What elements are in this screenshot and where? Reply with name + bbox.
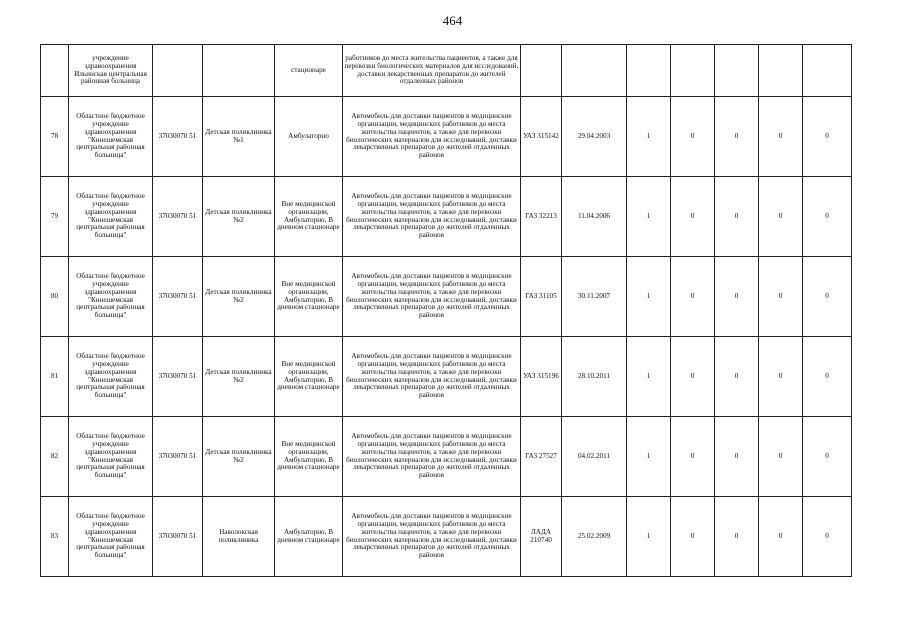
count-cell: 0 bbox=[671, 497, 715, 577]
count-cell: 0 bbox=[671, 177, 715, 257]
date-cell: 29.04.2003 bbox=[562, 97, 627, 177]
usage-cell: Амбулаторно bbox=[275, 97, 343, 177]
department-cell: Детская поликлиника №2 bbox=[203, 177, 275, 257]
code-cell: 37030070 51 bbox=[153, 337, 203, 417]
table-row bbox=[41, 417, 852, 497]
model-cell bbox=[521, 45, 562, 97]
date-cell: 04.02.2011 bbox=[562, 417, 627, 497]
count-cell bbox=[671, 45, 715, 97]
organization-cell: Областное бюджетное учреждение здравоохранения "Кинешемская центральная районная больница" bbox=[69, 337, 153, 417]
count-cell: 0 bbox=[715, 337, 759, 417]
count-cell: 0 bbox=[803, 177, 852, 257]
date-cell bbox=[562, 45, 627, 97]
model-cell: УАЗ 315142 bbox=[521, 97, 562, 177]
count-cell: 0 bbox=[803, 97, 852, 177]
row-number-cell: 79 bbox=[41, 177, 69, 257]
date-cell: 11.04.2006 bbox=[562, 177, 627, 257]
count-cell bbox=[715, 45, 759, 97]
count-cell: 0 bbox=[803, 257, 852, 337]
table-body bbox=[41, 45, 852, 577]
organization-cell: Областное бюджетное учреждение здравоохранения "Кинешемская центральная районная больница" bbox=[69, 177, 153, 257]
organization-cell: Областное бюджетное учреждение здравоохранения "Кинешемская центральная районная больница" bbox=[69, 497, 153, 577]
date-cell: 30.11.2007 bbox=[562, 257, 627, 337]
purpose-cell: Автомобиль для доставки пациентов в медицинские организации, медицинских работников до места жительства пациентов, а также для перевозки биологических материалов для исследований, доставки лекарственных препаратов до жителей отдаленных районов bbox=[343, 257, 521, 337]
count-cell: 0 bbox=[759, 97, 803, 177]
row-number-cell: 80 bbox=[41, 257, 69, 337]
usage-cell: Вне медицинской организации, Амбулаторно, В дневном стационаре bbox=[275, 177, 343, 257]
code-cell: 37030070 51 bbox=[153, 497, 203, 577]
department-cell: Наволокская поликлиника bbox=[203, 497, 275, 577]
code-cell: 37030070 51 bbox=[153, 97, 203, 177]
count-cell: 0 bbox=[715, 97, 759, 177]
count-cell: 0 bbox=[671, 337, 715, 417]
purpose-cell: Автомобиль для доставки пациентов в медицинские организации, медицинских работников до места жительства пациентов, а также для перевозки биологических материалов для исследований, доставки лекарственных препаратов до жителей отдаленных районов bbox=[343, 417, 521, 497]
count-cell: 1 bbox=[627, 337, 671, 417]
table-row bbox=[41, 497, 852, 577]
count-cell: 0 bbox=[715, 257, 759, 337]
count-cell: 1 bbox=[627, 177, 671, 257]
organization-cell: Областное бюджетное учреждение здравоохранения "Кинешемская центральная районная больница" bbox=[69, 257, 153, 337]
count-cell: 0 bbox=[759, 497, 803, 577]
table-row bbox=[41, 97, 852, 177]
table-row bbox=[41, 45, 852, 97]
code-cell: 37030070 51 bbox=[153, 417, 203, 497]
count-cell: 0 bbox=[759, 177, 803, 257]
date-cell: 28.10.2011 bbox=[562, 337, 627, 417]
row-number-cell: 81 bbox=[41, 337, 69, 417]
count-cell: 0 bbox=[715, 497, 759, 577]
count-cell: 0 bbox=[671, 257, 715, 337]
organization-cell: Областное бюджетное учреждение здравоохранения "Кинешемская центральная районная больница" bbox=[69, 417, 153, 497]
count-cell: 0 bbox=[759, 417, 803, 497]
department-cell: Детская поликлиника №2 bbox=[203, 257, 275, 337]
table-row bbox=[41, 337, 852, 417]
count-cell: 0 bbox=[803, 497, 852, 577]
organization-cell: учреждение здравоохранения Ильинская центральная районная больница bbox=[69, 45, 153, 97]
model-cell: ЛАДА 210740 bbox=[521, 497, 562, 577]
code-cell: 37030070 51 bbox=[153, 257, 203, 337]
model-cell: ГАЗ 27527 bbox=[521, 417, 562, 497]
department-cell: Детская поликлиника №1 bbox=[203, 97, 275, 177]
organization-cell: Областное бюджетное учреждение здравоохранения "Кинешемская центральная районная больница" bbox=[69, 97, 153, 177]
code-cell bbox=[153, 45, 203, 97]
count-cell: 0 bbox=[759, 337, 803, 417]
usage-cell: Амбулаторно, В дневном стационаре bbox=[275, 497, 343, 577]
count-cell bbox=[759, 45, 803, 97]
count-cell: 1 bbox=[627, 97, 671, 177]
count-cell: 0 bbox=[715, 417, 759, 497]
purpose-cell: Автомобиль для доставки пациентов в медицинские организации, медицинских работников до места жительства пациентов, а также для перевозки биологических материалов для исследований, доставки лекарственных препаратов до жителей отдаленных районов bbox=[343, 337, 521, 417]
department-cell: Детская поликлиника №2 bbox=[203, 417, 275, 497]
count-cell bbox=[803, 45, 852, 97]
row-number-cell: 82 bbox=[41, 417, 69, 497]
count-cell: 1 bbox=[627, 417, 671, 497]
count-cell: 0 bbox=[759, 257, 803, 337]
row-number-cell: 78 bbox=[41, 97, 69, 177]
usage-cell: Вне медицинской организации, Амбулаторно, В дневном стационаре bbox=[275, 257, 343, 337]
count-cell: 1 bbox=[627, 497, 671, 577]
purpose-cell: работников до места жительства пациентов, а также для перевозки биологических материалов для исследований, доставки лекарственных препаратов до жителей отдаленных районов bbox=[343, 45, 521, 97]
row-number-cell bbox=[41, 45, 69, 97]
code-cell: 37030070 51 bbox=[153, 177, 203, 257]
table-row bbox=[41, 177, 852, 257]
usage-cell: Вне медицинской организации, Амбулаторно, В дневном стационаре bbox=[275, 337, 343, 417]
usage-cell: Вне медицинской организации, Амбулаторно, В дневном стационаре bbox=[275, 417, 343, 497]
usage-cell: стационаре bbox=[275, 45, 343, 97]
purpose-cell: Автомобиль для доставки пациентов в медицинские организации, медицинских работников до места жительства пациентов, а также для перевозки биологических материалов для исследований, доставки лекарственных препаратов до жителей отдаленных районов bbox=[343, 497, 521, 577]
row-number-cell: 83 bbox=[41, 497, 69, 577]
department-cell bbox=[203, 45, 275, 97]
count-cell: 0 bbox=[803, 417, 852, 497]
page-number: 464 bbox=[442, 13, 463, 28]
department-cell: Детская поликлиника №2 bbox=[203, 337, 275, 417]
count-cell: 0 bbox=[671, 97, 715, 177]
purpose-cell: Автомобиль для доставки пациентов в медицинские организации, медицинских работников до места жительства пациентов, а также для перевозки биологических материалов для исследований, доставки лекарственных препаратов до жителей отдаленных районов bbox=[343, 97, 521, 177]
count-cell: 1 bbox=[627, 257, 671, 337]
purpose-cell: Автомобиль для доставки пациентов в медицинские организации, медицинских работников до места жительства пациентов, а также для перевозки биологических материалов для исследований, доставки лекарственных препаратов до жителей отдаленных районов bbox=[343, 177, 521, 257]
vehicle-registry-table bbox=[40, 44, 852, 577]
date-cell: 25.02.2009 bbox=[562, 497, 627, 577]
count-cell: 0 bbox=[671, 417, 715, 497]
model-cell: ГАЗ 31105 bbox=[521, 257, 562, 337]
table-row bbox=[41, 257, 852, 337]
count-cell: 0 bbox=[715, 177, 759, 257]
count-cell bbox=[627, 45, 671, 97]
model-cell: УАЗ 315196 bbox=[521, 337, 562, 417]
model-cell: ГАЗ 32213 bbox=[521, 177, 562, 257]
count-cell: 0 bbox=[803, 337, 852, 417]
